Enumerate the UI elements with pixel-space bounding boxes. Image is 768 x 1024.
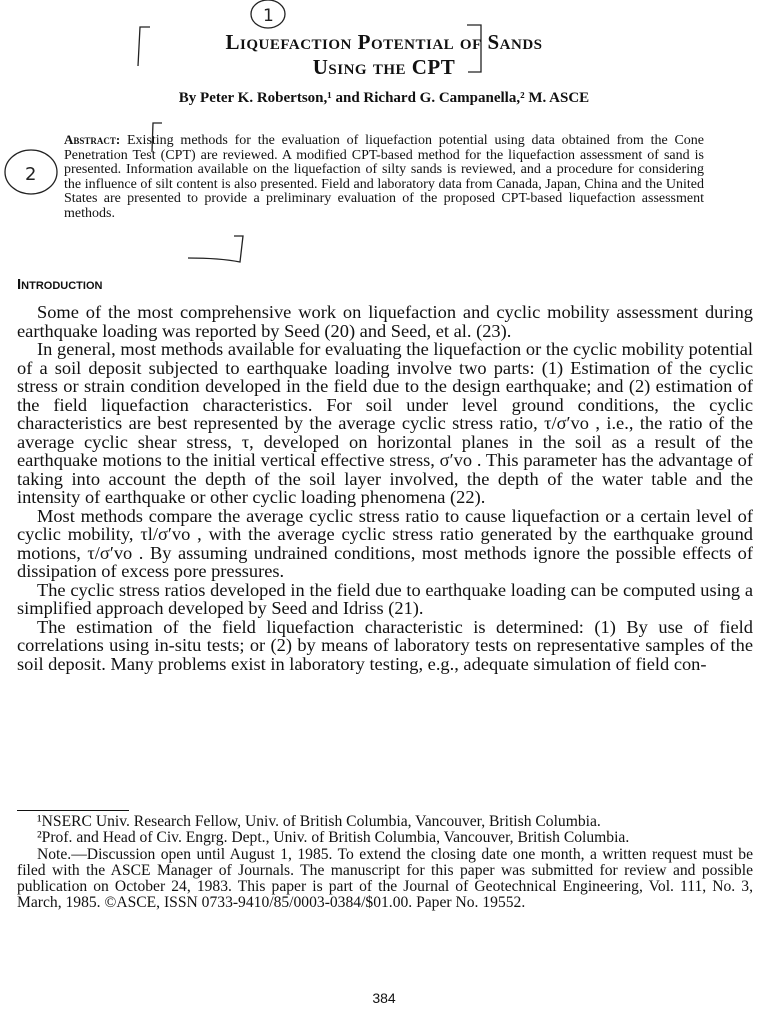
footnote: ²Prof. and Head of Civ. Engrg. Dept., Univ. of British Columbia, Vancouver, British Columbia.	[37, 829, 630, 847]
footnote-divider	[17, 810, 129, 811]
handwritten-mark-2: 2	[25, 164, 37, 185]
abstract	[64, 133, 704, 222]
section-heading: Introduction	[17, 276, 103, 293]
handwritten-bracket-abstract-end	[188, 236, 243, 262]
paragraph: Most methods compare the average cyclic stress ratio to cause liquefaction or a certain level of cyclic mobility, τl/σ′vo , with the average cyclic stress ratio generated by the earthquake ground motions, τ/σ′vo . By assuming undrained conditions, most methods ignore the possible effects of dissipation of excess pore pressures.	[17, 505, 754, 581]
paragraph: The cyclic stress ratios developed in the field due to earthquake loading can be computed using a simplified approach developed by Seed and Idriss (21).	[17, 579, 753, 618]
paragraph: The estimation of the field liquefaction characteristic is determined: (1) By use of field correlations using in-situ tests; or (2) by means of laboratory tests on representative samples of the soil deposit. Many problems exist in laboratory testing, e.g., adequate simulation of field con-	[17, 616, 753, 674]
paper-title-line-2: Using the CPT	[312, 55, 456, 79]
handwritten-circle-2	[5, 150, 57, 194]
author-byline: By Peter K. Robertson,¹ and Richard G. Campanella,² M. ASCE	[178, 90, 590, 106]
footnote: Note.—Discussion open until August 1, 1985. To extend the closing date one month, a written request must be filed with the ASCE Manager of Journals. The manuscript for this paper was submitted for review and possible publication on October 24, 1983. This paper is part of the Journal of Geotechnical Engineering, Vol. 111, No. 3, March, 1985. ©ASCE, ISSN 0733-9410/85/0003-0384/$01.00. Paper No. 19552.	[17, 845, 753, 912]
footnotes	[17, 814, 753, 912]
abstract-text: Existing methods for the evaluation of liquefaction potential using data obtained from the Cone Penetration Test (CPT) are reviewed. A modified CPT-based method for the liquefaction assessment of sand is presented. Information available on the liquefaction of silty sands is reviewed, and a procedure for considering the influence of silt content is also presented. Field and laboratory data from Canada, Japan, China and the United States are presented to provide a preliminary evaluation of the proposed CPT-based liquefaction assessment methods.	[64, 133, 705, 221]
footnote: ¹NSERC Univ. Research Fellow, Univ. of British Columbia, Vancouver, British Columbia.	[37, 813, 601, 830]
paragraph: Some of the most comprehensive work on liquefaction and cyclic mobility assessment during earthquake loading was reported by Seed (20) and Seed, et al. (23).	[17, 302, 753, 341]
abstract-label: Abstract:	[64, 132, 121, 147]
body-text	[17, 303, 753, 673]
page-number: 384	[372, 990, 396, 1006]
paragraph: In general, most methods available for evaluating the liquefaction or the cyclic mobility potential of a soil deposit subjected to earthquake loading involve two parts: (1) Estimation of the cyclic stress or strain condition developed in the field due to the design earthquake; and (2) estimation of the field liquefaction characteristics. For soil under level ground conditions, the cyclic characteristics are best represented by the average cyclic stress ratio, τ/σ′vo , i.e., the ratio of the average cyclic shear stress, τ, developed on horizontal planes in the soil as a result of the earthquake motions to the initial vertical effective stress, σ′vo . This parameter has the advantage of taking into account the depth of the soil layer involved, the depth of the water table and the intensity of earthquake or other cyclic loading phenomena (22).	[17, 339, 753, 507]
handwritten-mark-1: 1	[263, 6, 274, 26]
paper-title-line-1: Liquefaction Potential of Sands	[225, 30, 543, 54]
handwritten-circle-1	[251, 0, 285, 28]
